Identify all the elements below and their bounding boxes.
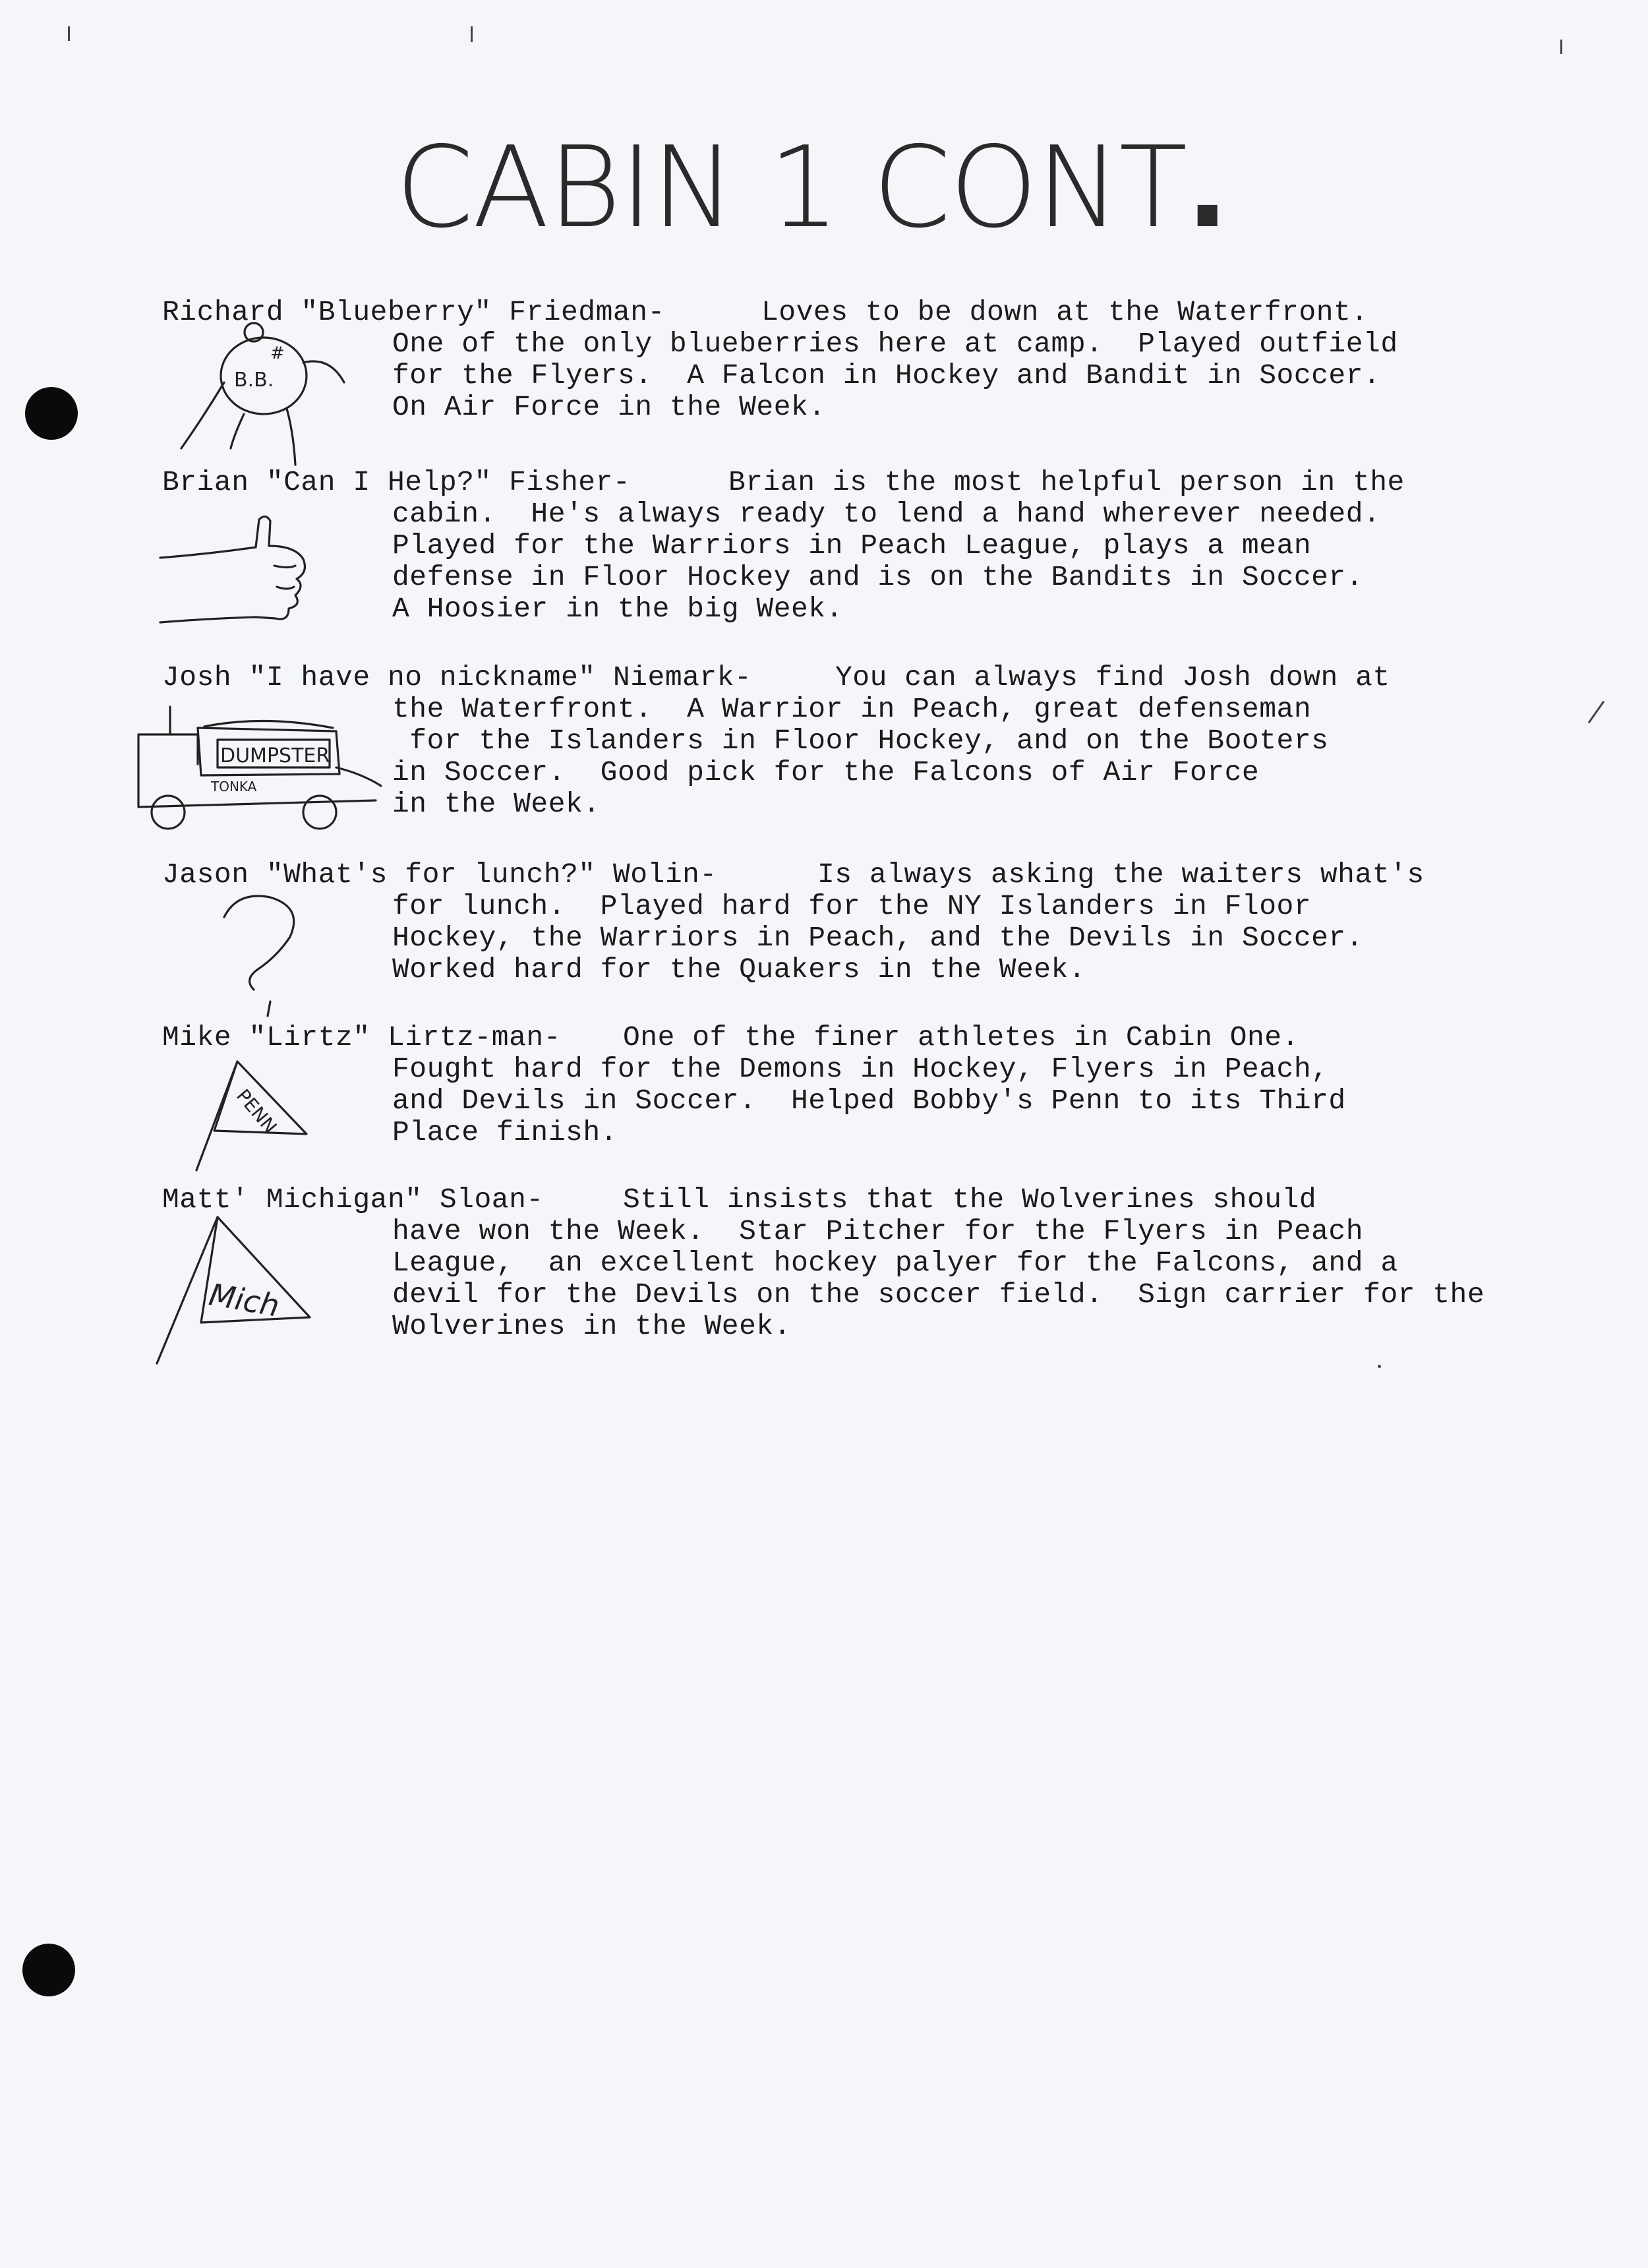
entry-text: On Air Force in the Week. [392,391,826,423]
entry-text: for lunch. Played hard for the NY Islanders in Floor [392,890,1312,922]
entry-text: Fought hard for the Demons in Hockey, Flyers in Peach, [392,1053,1329,1085]
entry-text: League, an excellent hockey palyer for the Falcons, and a [392,1247,1398,1279]
entry-text: Place finish. [392,1116,618,1149]
entry-text: One of the only blueberries here at camp. Played outfield [392,328,1398,360]
entry-text: cabin. He's always ready to lend a hand wherever needed. [392,498,1381,530]
entry-name: Mike "Lirtz" Lirtz-man- [162,1021,561,1054]
scan-speck [1588,701,1604,723]
entry-text: Still insists that the Wolverines should [623,1183,1317,1216]
entry-name: Josh "I have no nickname" Niemark- [162,661,752,694]
entry-text: for the Islanders in Floor Hockey, and on the Booters [392,725,1329,757]
entry-text: the Waterfront. A Warrior in Peach, great defenseman [392,693,1312,725]
entry-name: Brian "Can I Help?" Fisher- [162,466,631,498]
blueberry-label: B.B. [234,369,274,392]
entry-text: Wolverines in the Week. [392,1310,791,1342]
entry-name: Jason "What's for lunch?" Wolin- [162,858,717,891]
helping-hand-sketch-icon [157,513,315,625]
entry-text: in Soccer. Good pick for the Falcons of Air Force [392,756,1260,789]
entry-text: devil for the Devils on the soccer field. Sign carrier for the [392,1278,1485,1311]
scan-speck [68,26,70,41]
entry-text: have won the Week. Star Pitcher for the Flyers in Peach [392,1215,1364,1247]
dumpster-sublabel: TONKA [211,779,257,794]
penn-pennant-sketch-icon [185,1048,316,1180]
michigan-pennant-sketch-icon [152,1210,323,1369]
entry-text: One of the finer athletes in Cabin One. [623,1021,1299,1054]
blueberry-sketch-icon [171,316,356,468]
question-mark-sketch-icon [218,891,310,1023]
entry-text: Played for the Warriors in Peach League, plays a mean [392,529,1312,562]
scan-speck [1378,1365,1381,1368]
dumpster-truck-sketch-icon [132,701,396,833]
entry-text: Is always asking the waiters what's [817,858,1425,891]
blueberry-mark: # [270,343,285,363]
michigan-label: Mich [206,1276,282,1324]
entry-name: Richard "Blueberry" Friedman- [162,296,665,328]
entry-text: in the Week. [392,788,601,820]
scan-speck [1560,40,1562,54]
entry-text: defense in Floor Hockey and is on the Bandits in Soccer. [392,561,1364,593]
entry-text: Brian is the most helpful person in the [728,466,1405,498]
entry-text: You can always find Josh down at [835,661,1390,694]
page-title: CABIN 1 CONT. [396,123,1227,253]
entry-text: A Hoosier in the big Week. [392,593,843,625]
scan-speck [471,26,473,42]
entry-text: and Devils in Soccer. Helped Bobby's Penn to its Third [392,1085,1346,1117]
entry-text: Hockey, the Warriors in Peach, and the Devils in Soccer. [392,922,1364,954]
penn-label: PENN [232,1085,281,1138]
entry-name: Matt' Michigan" Sloan- [162,1183,544,1216]
entry-text: Loves to be down at the Waterfront. [761,296,1368,328]
page-title-text: CABIN 1 CONT [396,123,1187,253]
entry-text: for the Flyers. A Falcon in Hockey and Bandit in Soccer. [392,359,1381,392]
punch-hole-bottom [22,1944,75,1996]
dumpster-label: DUMPSTER [220,744,330,767]
entry-text: Worked hard for the Quakers in the Week. [392,953,1086,986]
punch-hole-top [25,387,78,440]
